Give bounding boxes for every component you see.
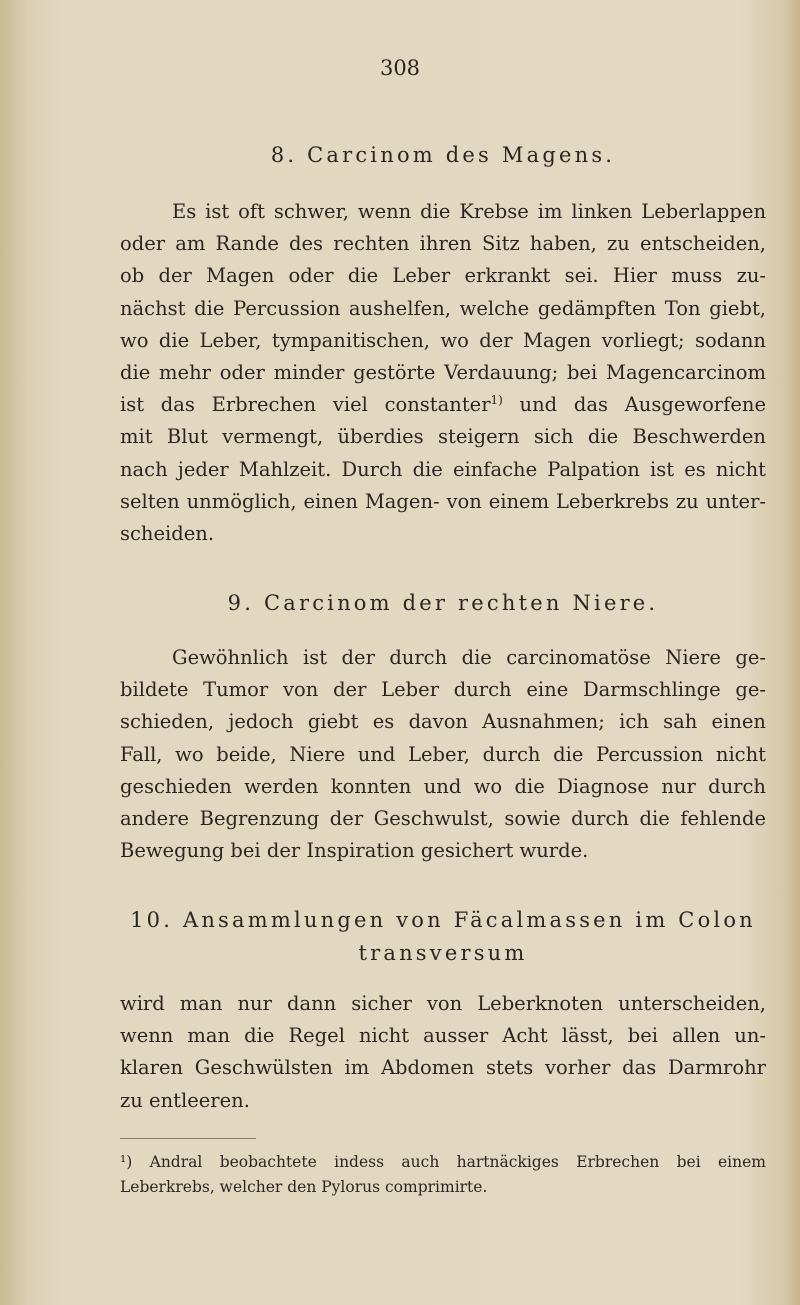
text-line: Fall, wo beide, Niere und Leber, durch die Percussion nicht — [120, 742, 766, 766]
text-line: Es ist oft schwer, wenn die Krebse im linken Leberlappen — [172, 200, 766, 223]
page-number: 308 — [379, 56, 421, 80]
text-line: selten unmöglich, einen Magen- von einem Leberkrebs zu unter- — [120, 489, 766, 513]
footnote-marker: ¹) — [120, 1153, 133, 1171]
text-line: klaren Geschwülsten im Abdomen stets vorher das Darmrohr — [120, 1056, 766, 1080]
text-line: scheiden. — [120, 522, 215, 546]
paragraph-section-8 — [120, 196, 766, 550]
text-line: die mehr oder minder gestörte Verdauung; bei Magencarcinom — [120, 361, 766, 385]
text-line: nächst die Percussion aushelfen, welche gedämpften Ton giebt, — [120, 296, 766, 320]
text-line: andere Begrenzung der Geschwulst, sowie durch die fehlende — [120, 807, 766, 831]
paragraph-section-10 — [120, 988, 766, 1117]
text-line: Gewöhnlich ist der durch die carcinomatöse Niere ge- — [172, 646, 766, 669]
footnote-divider — [120, 1138, 256, 1139]
text-line: zu entleeren. — [120, 1088, 250, 1112]
section-heading-8: 8. Carcinom des Magens. — [270, 143, 616, 167]
text-line: wird man nur dann sicher von Leberknoten unterscheiden, — [120, 992, 766, 1015]
text-line: geschieden werden konnten und wo die Diagnose nur durch — [120, 774, 766, 798]
section-heading-10: 10. Ansammlungen von Fäcalmassen im Colon — [130, 908, 756, 932]
footnote — [120, 1150, 766, 1200]
text-line: Bewegung bei der Inspiration gesichert wurde. — [120, 839, 589, 863]
text-line: wo die Leber, tympanitischen, wo der Magen vorliegt; sodann — [120, 328, 766, 352]
text-line: mit Blut vermengt, überdies steigern sich die Beschwerden — [120, 425, 766, 449]
text-segment: ist das Erbrechen viel constanter — [120, 393, 491, 417]
text-line: ob der Magen oder die Leber erkrankt sei. Hier muss zu- — [120, 264, 766, 288]
text-segment: und das Ausgeworfene — [502, 393, 766, 417]
footnote-reference[interactable]: 1) — [490, 393, 503, 408]
footnote-text: Andral beobachtete indess auch hartnäckiges Erbrechen bei einem — [132, 1153, 766, 1171]
text-line: nach jeder Mahlzeit. Durch die einfache Palpation ist es nicht — [120, 457, 766, 481]
footnote-line: Leberkrebs, welcher den Pylorus comprimirte. — [120, 1178, 488, 1196]
paragraph-section-9 — [120, 642, 766, 867]
text-line: wenn man die Regel nicht ausser Acht lässt, bei allen un- — [120, 1024, 766, 1048]
text-line-with-footnote — [120, 389, 766, 421]
section-heading-10-continued: transversum — [358, 941, 528, 965]
text-line: bildete Tumor von der Leber durch eine Darmschlinge ge- — [120, 678, 766, 702]
footnote-line — [120, 1150, 766, 1175]
text-line: schieden, jedoch giebt es davon Ausnahmen; ich sah einen — [120, 710, 766, 734]
section-heading-9: 9. Carcinom der rechten Niere. — [227, 591, 659, 615]
text-line: oder am Rande des rechten ihren Sitz haben, zu entscheiden, — [120, 232, 766, 256]
